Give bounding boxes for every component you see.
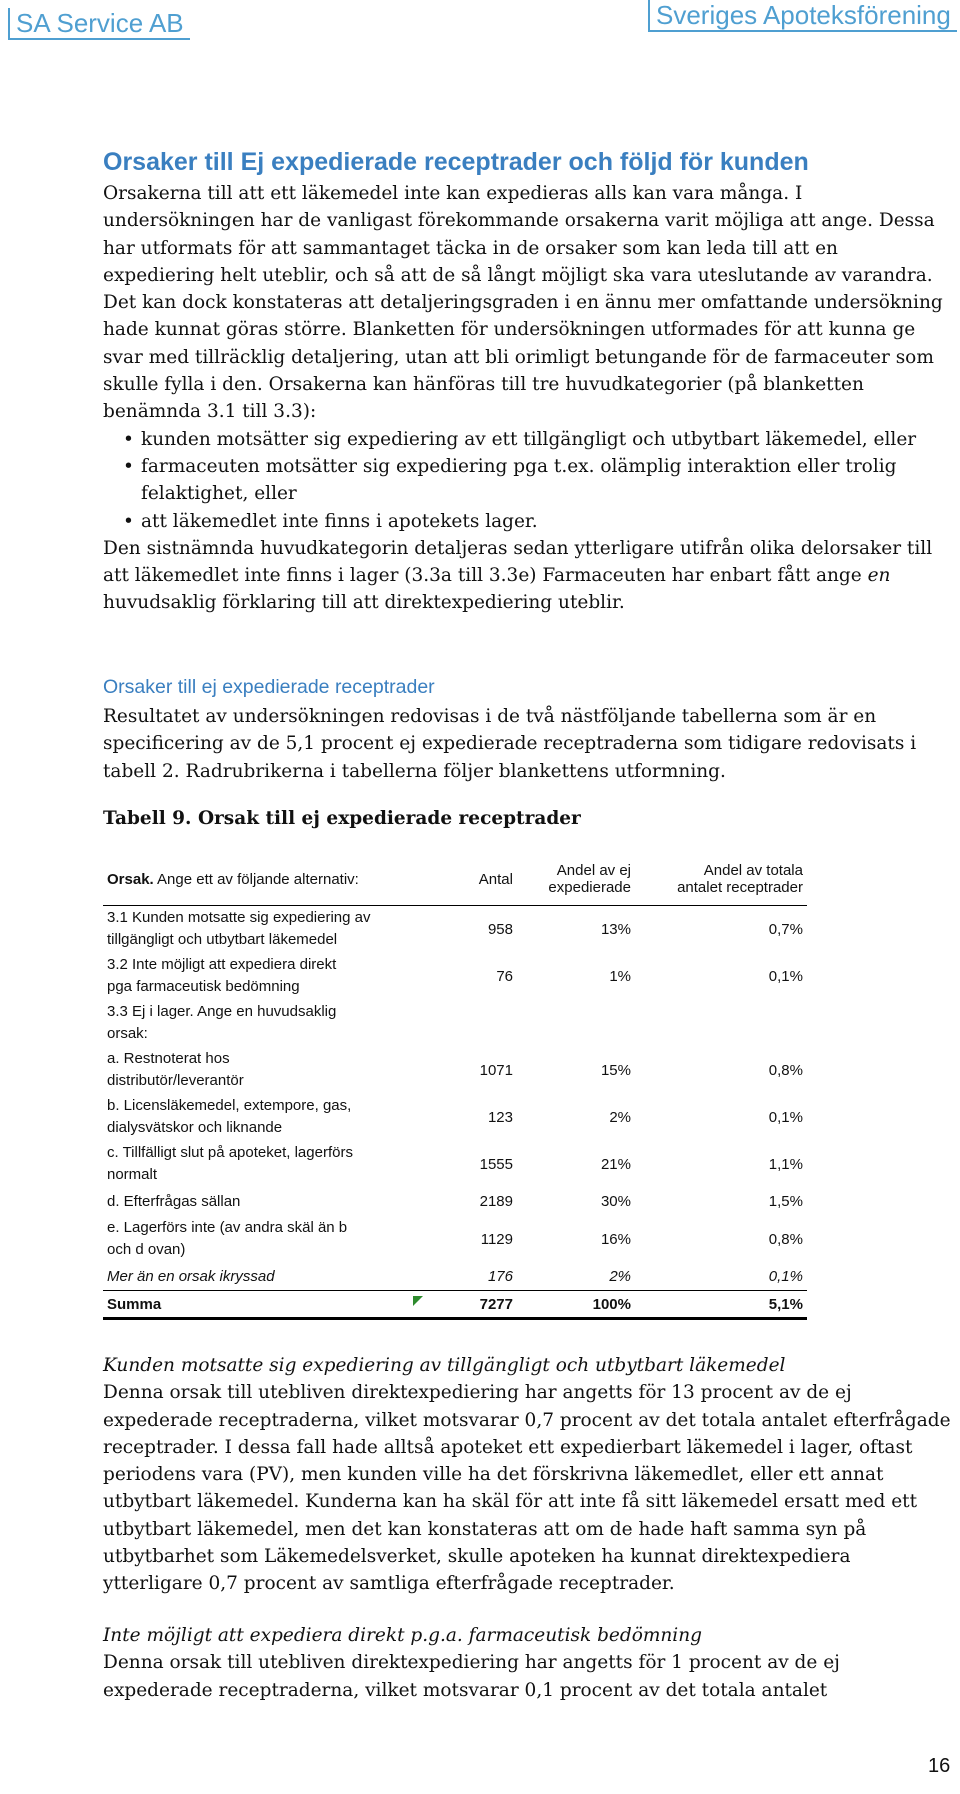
header-orsak: Orsak. Ange ett av följande alternativ:	[107, 870, 359, 888]
list-item: • farmaceuten motsätter sig expediering pga t.ex. olämplig interaktion eller trolig felaktighet, eller	[103, 453, 953, 508]
section3-paragraph: Denna orsak till utebliven direktexpediering har angetts för 13 procent av de ej expederade receptraderna, vilket motsvarar 0,7 procent av det totala antalet efterfrågade receptrader. I dessa fall hade alltså apoteket ett expedierbart läkemedel i lager, oftast periodens vara (PV), men kunden ville ha det förskrivna läkemedlet, eller ett annat utbytbart läkemedel. Kunderna kan ha skäl för att inte få sitt läkemedel ersatt med ett utbytbart läkemedel, men det kan konstateras att om de hade haft samma syn på utbytbarhet som Läkemedelsverket, skulle apoteken ha kunnat direktexpediera ytterligare 0,7 procent av samtliga efterfrågade receptrader.	[103, 1382, 951, 1595]
table-row: d. Efterfrågas sällan 2189 30% 1,5%	[107, 1192, 803, 1210]
table-row-multi: Mer än en orsak ikryssad 176 2% 0,1%	[107, 1267, 803, 1285]
section1-paragraph: Orsakerna till att ett läkemedel inte kan expedieras alls kan vara många. I undersökningen har de vanligast förekommande orsakerna varit möjliga att ange. Dessa har utformats för att sammantaget täcka in de orsaker som kan leda till att en expediering helt uteblir, och så att de så långt möjligt ska vara uteslutande av varandra. Det kan dock konstateras att detaljeringsgraden i en ännu mer omfattande undersökning hade kunnat göras större. Blanketten för undersökningen utformades för att kunna ge svar med tillräcklig detaljering, utan att bli orimligt betungande för de farmaceuter som skulle fylla i den. Orsakerna kan hänföras till tre huvudkategorier (på blanketten benämnda 3.1 till 3.3):	[103, 183, 943, 423]
list-item: • att läkemedlet inte finns i apotekets lager.	[103, 508, 953, 535]
page-number: 16	[928, 1755, 951, 1777]
cell-comment-marker	[413, 1296, 423, 1306]
bullet-icon: •	[123, 428, 134, 450]
list-item: • kunden motsätter sig expediering av ett tillgängligt och utbytbart läkemedel, eller	[103, 426, 953, 453]
section4	[103, 1622, 953, 1704]
section1-body	[103, 180, 953, 617]
table-header-row	[103, 853, 807, 906]
table-row: e. Lagerförs inte (av andra skäl än b och d ovan) 1129 16% 0,8%	[107, 1219, 803, 1258]
table-row: 3.1 Kunden motsatte sig expediering av tillgängligt och utbytbart läkemedel 958 13% 0,7%	[107, 909, 803, 949]
table-caption: Tabell 9. Orsak till ej expedierade receptrader	[103, 808, 581, 829]
table-row-sum: Summa 7277 100% 5,1%	[103, 1291, 807, 1319]
section1-closing: Den sistnämnda huvudkategorin detaljeras sedan ytterligare utifrån olika delorsaker till att läkemedlet inte finns i lager (3.3a till 3.3e) Farmaceuten har enbart fått ange en huvudsaklig förklaring till att direktexpediering uteblir.	[103, 537, 933, 614]
table-row: 3.2 Inte möjligt att expediera direkt pga farmaceutisk bedömning 76 1% 0,1%	[107, 956, 803, 995]
table-row: 3.3 Ej i lager. Ange en huvudsaklig orsak:	[107, 1003, 337, 1042]
section4-title: Inte möjligt att expediera direkt p.g.a. farmaceutisk bedömning	[103, 1625, 702, 1646]
header-antal: Antal	[478, 870, 513, 888]
category-list	[103, 426, 953, 535]
header-left-logo: SA Service AB	[8, 8, 190, 40]
section4-paragraph: Denna orsak till utebliven direktexpediering har angetts för 1 procent av de ej expederade receptraderna, vilket motsvarar 0,1 procent av det totala antalet	[103, 1652, 840, 1701]
section3	[103, 1352, 953, 1598]
table-row: c. Tillfälligt slut på apoteket, lagerförs normalt 1555 21% 1,1%	[107, 1144, 803, 1183]
header-andel: Andel av ej expedierade	[548, 862, 631, 896]
section-title-results: Orsaker till ej expedierade receptrader	[103, 676, 435, 698]
table-orsak	[103, 853, 807, 1320]
bullet-icon: •	[123, 510, 134, 532]
header-right-logo: Sveriges Apoteksförening	[648, 0, 957, 32]
section3-title: Kunden motsatte sig expediering av tillgängligt och utbytbart läkemedel	[103, 1355, 786, 1376]
table-row: a. Restnoterat hos distributör/leverantör 1071 15% 0,8%	[107, 1050, 803, 1089]
section2-paragraph: Resultatet av undersökningen redovisas i de två nästföljande tabellerna som är en specificering av de 5,1 procent ej expedierade receptraderna som tidigare redovisats i tabell 2. Radrubrikerna i tabellerna följer blankettens utformning.	[103, 706, 917, 782]
section2-body	[103, 703, 953, 785]
header-total: Andel av totala antalet receptrader	[677, 862, 803, 896]
bullet-icon: •	[123, 455, 134, 477]
table-row: b. Licensläkemedel, extempore, gas, dialysvätskor och liknande 123 2% 0,1%	[107, 1097, 803, 1136]
section-title-causes: Orsaker till Ej expedierade receptrader och följd för kunden	[103, 148, 809, 176]
